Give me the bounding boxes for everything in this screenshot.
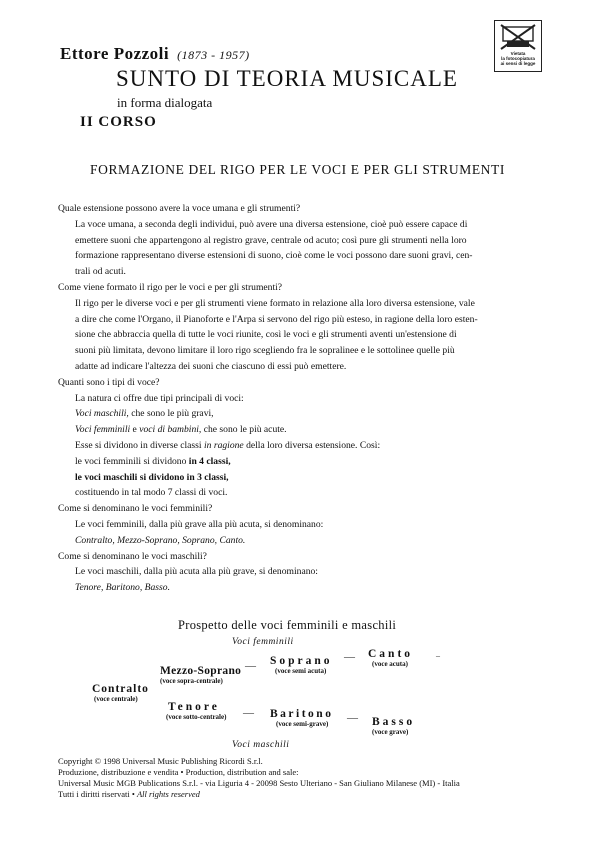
voice-name: Soprano — [270, 655, 333, 667]
voice-basso — [372, 716, 415, 736]
voice-range: (voce sotto-centrale) — [166, 713, 227, 721]
no-photocopy-stamp — [494, 20, 542, 72]
text-run: le voci femminili si dividono — [75, 455, 189, 467]
text-run: e — [130, 424, 140, 436]
answer-line: emettere suoni che appartengono al registro grave, centrale od acuto; così pure gli strumenti nella loro — [75, 234, 467, 246]
answer-line: costituendo in tal modo 7 classi di voci. — [75, 487, 228, 499]
text-run: Tenore, Baritono, Basso. — [75, 582, 170, 594]
diagram-title: Prospetto delle voci femminili e maschili — [178, 618, 397, 632]
text-run: Contralto, Mezzo-Soprano, Soprano, Canto. — [75, 534, 246, 546]
voice-canto — [368, 648, 413, 668]
voice-range: (voce centrale) — [94, 695, 138, 703]
answer-line: a dire che come l'Organo, il Pianoforte e l'Arpa si servono del rigo più esteso, in ragione della loro esten- — [75, 313, 478, 325]
connector-dash: — — [344, 651, 355, 663]
voice-name: Mezzo-Soprano — [160, 665, 242, 677]
voice-range: (voce sopra-centrale) — [160, 677, 223, 685]
answer-line: Le voci femminili, dalla più grave alla più acuta, si denominano: — [75, 519, 324, 530]
answer-line: sione che abbraccia quella di tutte le voci riunite, così le voci e gli strumenti aventi un'estensione di — [75, 329, 457, 341]
text-run: Universal Music MGB Publications S.r.l. - via Liguria 4 - 20098 Sesto Ulteriano - San Giuliano Milanese (MI) - Italia — [58, 778, 460, 788]
connector-dash: — — [245, 660, 256, 672]
text-run: Produzione, distribuzione e vendita • Production, distribution and sale: — [58, 767, 299, 777]
answer-line — [75, 422, 287, 438]
text-run: Voci femminili — [75, 424, 131, 436]
answer-line: La voce umana, a seconda degli individui, può avere una diversa estensione, cioè può essere capace di — [75, 218, 468, 230]
voice-range: (voce semi acuta) — [275, 667, 327, 675]
footer-line — [58, 767, 298, 778]
voice-name: Baritono — [270, 708, 334, 720]
voice-name: Tenore — [168, 701, 220, 713]
footer-line — [58, 756, 263, 767]
stamp-line: ai sensi di legge — [500, 61, 536, 66]
text-run: All rights reserved — [136, 789, 200, 799]
stamp-line: Vietata — [510, 51, 526, 56]
trailing-dash: – — [436, 651, 440, 660]
text-run: Copyright © 1998 Universal Music Publishing Ricordi S.r.l. — [58, 756, 263, 766]
author-dates: (1873 - 1957) — [177, 48, 250, 62]
section-title: FORMAZIONE DEL RIGO PER LE VOCI E PER GLI STRUMENTI — [90, 162, 505, 177]
text-run: in ragione — [203, 440, 244, 451]
question-line: Come si denominano le voci maschili? — [58, 550, 207, 562]
voice-name: Canto — [368, 648, 414, 660]
question-line: Come si denominano le voci femminili? — [58, 503, 213, 515]
answer-line: suoni più limitata, devono limitare il loro rigo scegliendo fra le sopralinee e le sottolinee quelle più — [75, 345, 455, 357]
voice-name: Contralto — [92, 683, 149, 695]
text-run: voci di bambini, — [139, 424, 202, 436]
question-line: Quale estensione possono avere la voce umana e gli strumenti? — [58, 203, 301, 214]
answer-line: formazione rappresentano diverse estensioni di suono, cioè come le voci possono dare suoni gravi, cen- — [75, 250, 473, 262]
voice-contralto — [92, 683, 149, 703]
answer-line — [75, 533, 245, 549]
connector-dash: — — [347, 712, 358, 724]
text-run: che sono le più gravi, — [128, 408, 214, 420]
footer-line — [58, 789, 200, 800]
voice-soprano — [270, 655, 333, 675]
answer-line — [75, 438, 380, 454]
answer-line: adatte ad indicare l'altezza dei suoni che ciascuno di essi può emettere. — [75, 361, 347, 372]
answer-line — [75, 580, 170, 596]
answer-line: Le voci maschili, dalla più acuta alla più grave, si denominano: — [75, 566, 318, 578]
text-run: che sono le più acute. — [201, 424, 287, 436]
author-name — [60, 44, 250, 64]
voice-tenore — [168, 701, 226, 721]
voice-mezzo-soprano — [160, 665, 241, 685]
voice-name: Basso — [372, 716, 416, 728]
answer-line — [75, 470, 229, 486]
course-label: II CORSO — [80, 114, 157, 130]
text-run: in 4 classi, — [188, 455, 231, 467]
text-run: Esse si dividono in diverse classi — [75, 440, 204, 451]
label-voci-femminili: Voci femminili — [232, 637, 294, 647]
text-run: Voci maschili, — [75, 408, 129, 420]
stamp-line: la fotocopiatura — [501, 56, 535, 61]
answer-line: Il rigo per le diverse voci e per gli strumenti viene formato in relazione alla loro diversa estensione, vale — [75, 297, 475, 309]
text-run: della loro diversa estensione. Così: — [243, 440, 381, 451]
page-title: SUNTO DI TEORIA MUSICALE — [116, 66, 458, 91]
voice-baritono — [270, 708, 333, 728]
answer-line: trali od acuti. — [75, 266, 126, 278]
question-line: Quanti sono i tipi di voce? — [58, 376, 160, 388]
text-run: Tutti i diritti riservati • — [58, 789, 137, 799]
answer-line: La natura ci offre due tipi principali di voci: — [75, 392, 244, 404]
stamp-text — [495, 51, 541, 66]
answer-line — [75, 406, 214, 422]
question-line: Come viene formato il rigo per le voci e per gli strumenti? — [58, 282, 283, 293]
author-name-text: Ettore Pozzoli — [60, 44, 170, 63]
voice-range: (voce acuta) — [372, 660, 408, 668]
voice-range: (voce grave) — [372, 728, 409, 736]
text-run: le voci maschili si dividono in 3 classi, — [75, 471, 229, 483]
connector-dash: — — [243, 707, 254, 719]
voice-range: (voce semi-grave) — [276, 720, 329, 728]
answer-line — [75, 454, 231, 470]
footer-line — [58, 778, 460, 789]
page-subtitle: in forma dialogata — [117, 95, 213, 110]
label-voci-maschili: Voci maschili — [232, 740, 290, 750]
